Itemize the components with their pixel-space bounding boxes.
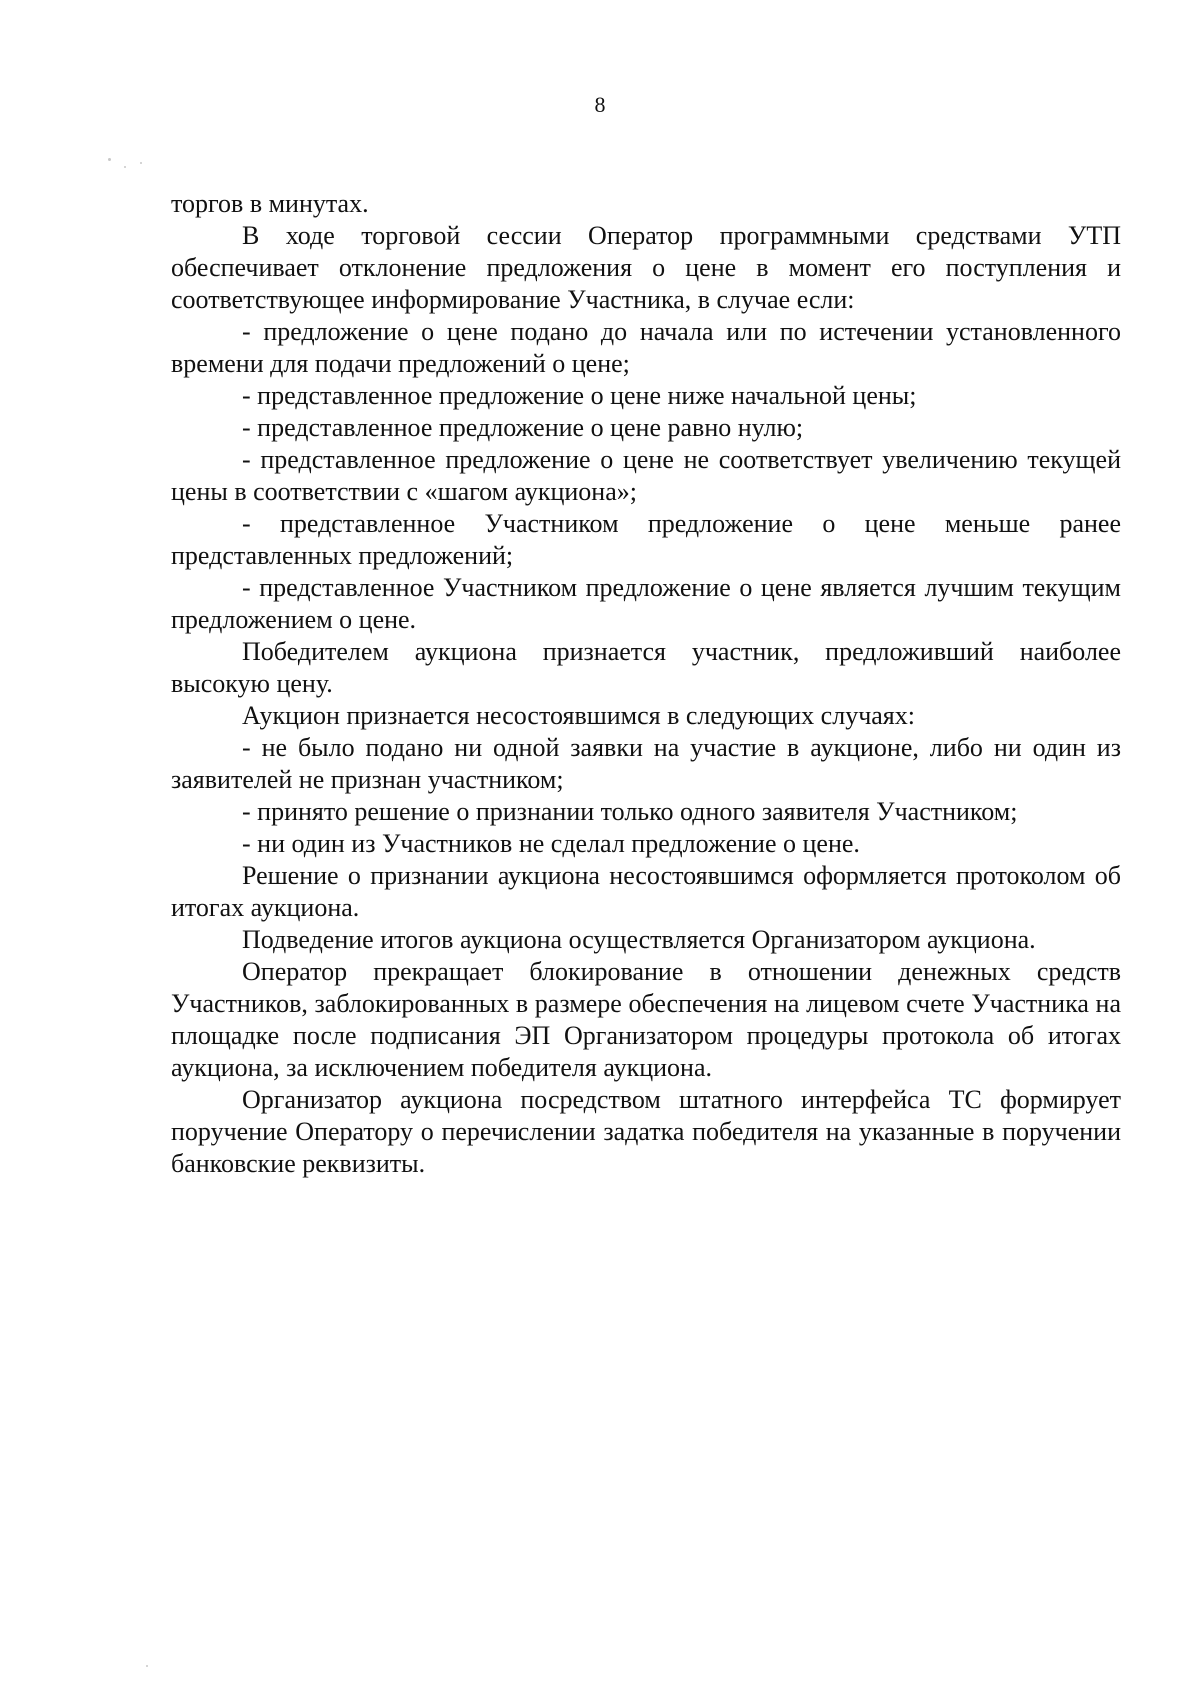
paragraph-deposit-transfer: Организатор аукциона посредством штатного интерфейса ТС формирует поручение Оператору о перечислении задатка победителя на указанные в поручении банковские реквизиты. xyxy=(171,1085,1121,1178)
list-item-bid-below-start: - представленное предложение о цене ниже начальной цены; xyxy=(242,381,917,410)
body-text xyxy=(171,188,1121,1180)
paragraph-winner: Победителем аукциона признается участник, предложивший наиболее высокую цену. xyxy=(171,637,1121,698)
scan-speck xyxy=(146,1665,148,1667)
paragraph-session-rejection: В ходе торговой сессии Оператор программными средствами УТП обеспечивает отклонение предложения о цене в момент его поступления и соответствующее информирование Участника, в случае если: xyxy=(171,221,1121,314)
paragraph-failed-auction: Аукцион признается несостоявшимся в следующих случаях: xyxy=(242,701,915,730)
scan-speck xyxy=(140,162,142,164)
list-item-bid-step: - представленное предложение о цене не соответствует увеличению текущей цены в соответствии с «шагом аукциона»; xyxy=(171,445,1121,506)
list-item-no-bids: - ни один из Участников не сделал предложение о цене. xyxy=(242,829,860,858)
list-item-bid-timing: - предложение о цене подано до начала или по истечении установленного времени для подачи предложений о цене; xyxy=(171,317,1121,378)
list-item-no-applications: - не было подано ни одной заявки на участие в аукционе, либо ни один из заявителей не признан участником; xyxy=(171,733,1121,794)
list-item-bid-best: - представленное Участником предложение о цене является лучшим текущим предложением о цене. xyxy=(171,573,1121,634)
paragraph-continuation: торгов в минутах. xyxy=(171,189,369,218)
scan-speck xyxy=(124,166,126,168)
paragraph-results: Подведение итогов аукциона осуществляется Организатором аукциона. xyxy=(242,925,1036,954)
list-item-single-applicant: - принято решение о признании только одного заявителя Участником; xyxy=(242,797,1018,826)
page-number: 8 xyxy=(594,92,606,117)
list-item-bid-zero: - представленное предложение о цене равно нулю; xyxy=(242,413,804,442)
scan-speck xyxy=(108,158,111,161)
list-item-bid-lower: - представленное Участником предложение о цене меньше ранее представленных предложений; xyxy=(171,509,1121,570)
paragraph-unblocking: Оператор прекращает блокирование в отношении денежных средств Участников, заблокированных в размере обеспечения на лицевом счете Участника на площадке после подписания ЭП Организатором процедуры протокола об итогах аукциона, за исключением победителя аукциона. xyxy=(171,957,1121,1082)
paragraph-protocol: Решение о признании аукциона несостоявшимся оформляется протоколом об итогах аукциона. xyxy=(171,861,1121,922)
